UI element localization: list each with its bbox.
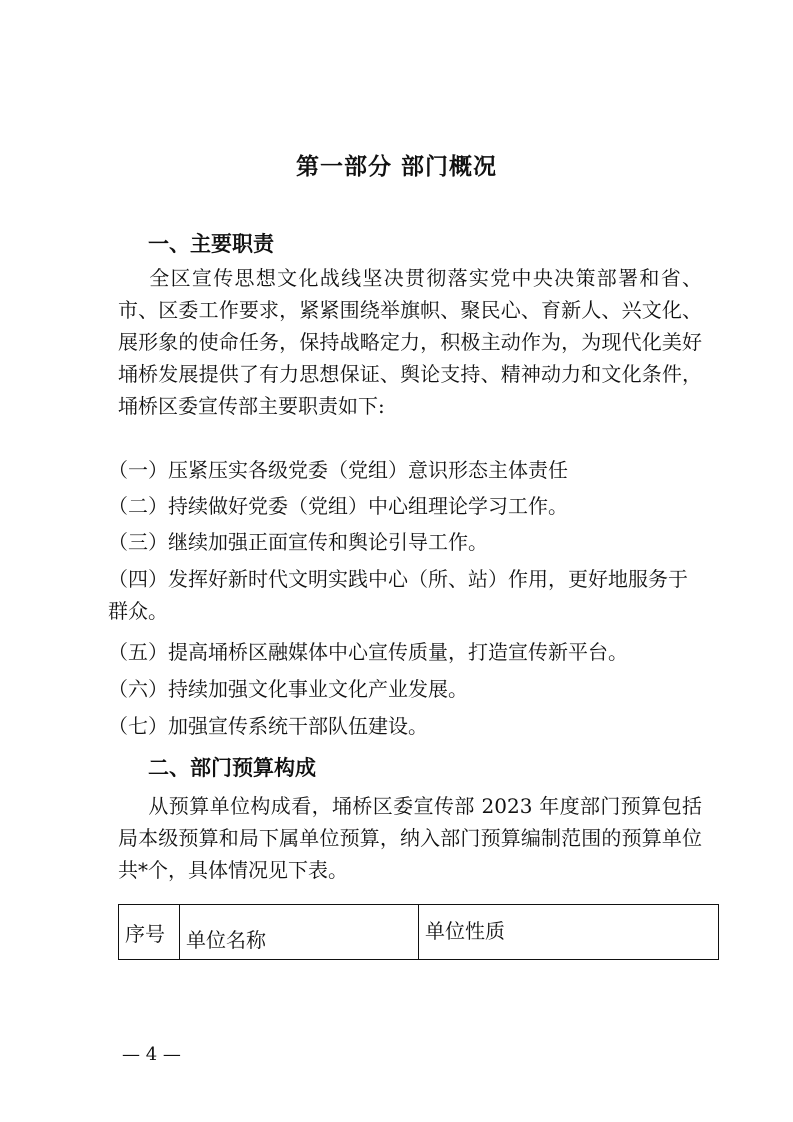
duties-intro-paragraph: [118, 262, 702, 422]
page-number: — 4 —: [122, 1044, 181, 1065]
budget-units-table: [118, 904, 719, 960]
duty-item-1: （一）压紧压实各级党委（党组）意识形态主体责任: [108, 458, 568, 482]
section-heading-budget: 二、部门预算构成: [148, 755, 316, 780]
duties-intro-text: 全区宣传思想文化战线坚决贯彻落实党中央决策部署和省、市、区委工作要求，紧紧围绕举旗帜、聚民心、育新人、兴文化、展形象的使命任务，保持战略定力，积极主动作为，为现代化美好埇桥发展提供了有力思想保证、舆论支持、精神动力和文化条件，埇桥区委宣传部主要职责如下:: [118, 266, 702, 418]
table-header-unit-name: 单位名称: [180, 905, 419, 960]
table-header-index: 序号: [119, 905, 180, 960]
budget-intro-text: 从预算单位构成看，埇桥区委宣传部 2023 年度部门预算包括局本级预算和局下属单位预算，纳入部门预算编制范围的预算单位共*个，具体情况见下表。: [118, 794, 702, 882]
duty-item-5: （五）提高埇桥区融媒体中心宣传质量，打造宣传新平台。: [108, 640, 628, 664]
duty-item-6: （六）持续加强文化事业文化产业发展。: [108, 677, 468, 701]
budget-intro-paragraph: [118, 790, 702, 886]
duty-item-4: （四）发挥好新时代文明实践中心（所、站）作用，更好地服务于群众。: [108, 567, 688, 623]
page-title: 第一部分 部门概况: [295, 153, 497, 180]
section-heading-duties: 一、主要职责: [148, 231, 274, 256]
table-header-row: [119, 905, 719, 960]
duty-item-3: （三）继续加强正面宣传和舆论引导工作。: [108, 530, 488, 554]
table-header-unit-type: 单位性质: [419, 905, 719, 960]
duty-item-7: （七）加强宣传系统干部队伍建设。: [108, 714, 428, 738]
duty-item-2: （二）持续做好党委（党组）中心组理论学习工作。: [108, 494, 568, 518]
